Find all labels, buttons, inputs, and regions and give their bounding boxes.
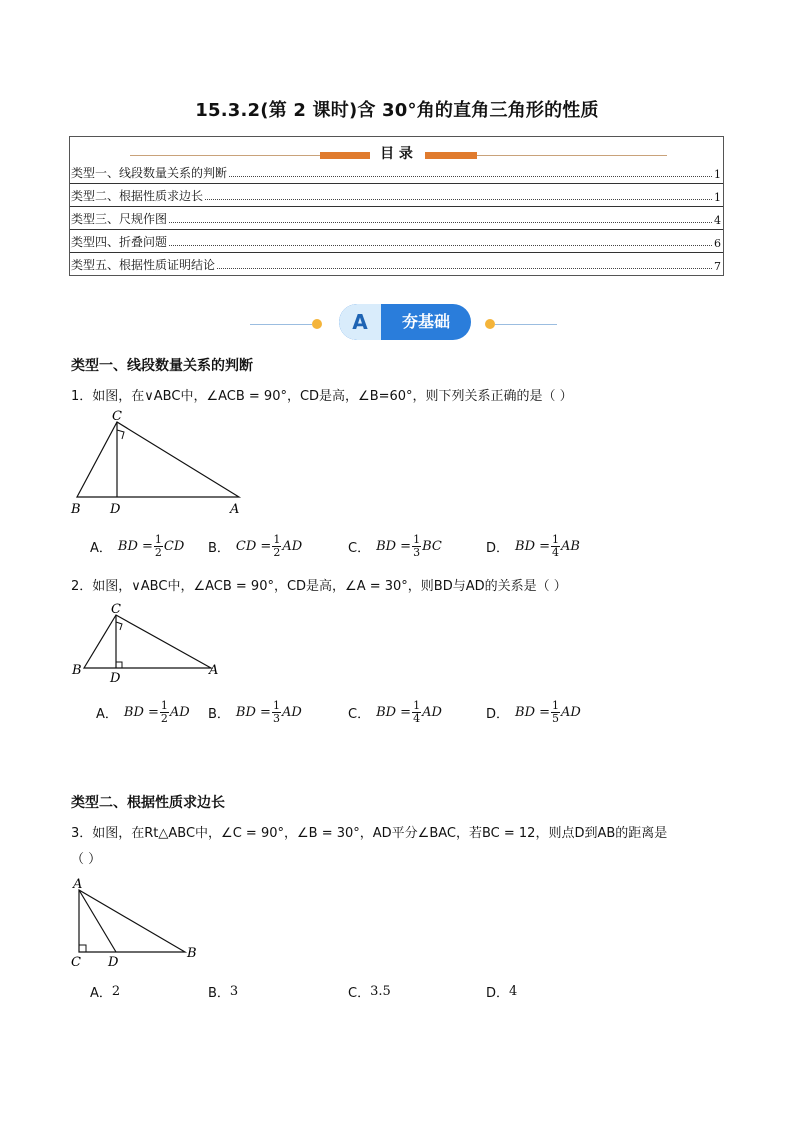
fraction <box>412 534 421 559</box>
question-2-option-c[interactable] <box>348 700 442 725</box>
option-value: 4 <box>509 984 518 999</box>
banner-line-left <box>250 324 312 325</box>
section-heading-1: 类型一、线段数量关系的判断 <box>71 358 253 374</box>
toc-item-label: 类型二、根据性质求边长 <box>71 189 204 203</box>
fraction-denominator: 4 <box>552 546 560 559</box>
toc-item[interactable] <box>71 232 721 250</box>
banner-pill <box>339 304 471 340</box>
fraction-denominator: 2 <box>154 546 162 559</box>
toc-leader-dots <box>169 244 712 246</box>
toc-item-page: 6 <box>714 237 721 250</box>
right-angle-mark-c <box>117 430 124 439</box>
label-b: B <box>71 502 81 517</box>
label-b: B <box>187 946 197 961</box>
option-rhs: CD <box>163 539 185 554</box>
option-rhs: AB <box>561 539 580 554</box>
toc-item-label: 类型四、折叠问题 <box>71 235 168 249</box>
label-c: C <box>112 410 122 424</box>
fraction <box>551 700 560 725</box>
question-1-option-b[interactable] <box>208 534 302 559</box>
question-3-option-a[interactable] <box>90 982 120 1001</box>
toc-header-bar-right <box>425 152 477 159</box>
option-letter: D． <box>486 986 510 1001</box>
question-1-option-d[interactable] <box>486 534 580 559</box>
option-lhs: BD = <box>123 705 159 720</box>
toc-leader-dots <box>205 198 712 200</box>
bisector-ad <box>79 890 116 952</box>
option-lhs: CD = <box>235 539 272 554</box>
question-3-text: 3．如图，在Rt△ABC中，∠C = 90°，∠B = 30°，AD平分∠BAC，若BC = 12，则点D到AB的距离是 <box>71 826 668 841</box>
section-heading-2: 类型二、根据性质求边长 <box>71 795 225 811</box>
question-2-figure <box>68 600 228 688</box>
toc-item-label: 类型一、线段数量关系的判断 <box>71 166 228 180</box>
toc-item[interactable] <box>71 209 721 227</box>
toc-heading: 目 录 <box>380 146 413 162</box>
fraction <box>160 700 169 725</box>
toc-item-page: 7 <box>714 260 721 273</box>
banner-dot-left <box>312 319 322 329</box>
triangle-abc <box>79 890 185 952</box>
option-lhs: BD = <box>515 705 551 720</box>
option-lhs: BD = <box>117 539 153 554</box>
option-letter: A． <box>90 986 112 1001</box>
page-title: 15.3.2(第 2 课时)含 30°角的直角三角形的性质 <box>195 100 599 121</box>
fraction-numerator: 1 <box>552 699 560 712</box>
option-letter: B． <box>208 986 230 1001</box>
fraction-numerator: 1 <box>413 533 421 546</box>
toc-item[interactable] <box>71 163 721 181</box>
question-1-option-c[interactable] <box>348 534 442 559</box>
toc-header <box>70 143 723 161</box>
fraction-denominator: 3 <box>413 546 421 559</box>
question-3-option-d[interactable] <box>486 982 517 1001</box>
option-lhs: BD = <box>515 539 551 554</box>
section-banner <box>240 304 560 344</box>
question-3-option-b[interactable] <box>208 982 238 1001</box>
banner-dot-right <box>485 319 495 329</box>
fraction <box>272 534 281 559</box>
option-value: 3.5 <box>370 984 391 999</box>
question-3-option-c[interactable] <box>348 982 391 1001</box>
toc-leader-dots <box>169 221 712 223</box>
option-lhs: BD = <box>376 539 412 554</box>
question-2-option-a[interactable] <box>96 700 190 725</box>
fraction-numerator: 1 <box>154 533 162 546</box>
toc-leader-dots <box>229 175 712 177</box>
right-angle-mark-d <box>116 662 122 668</box>
toc-divider <box>70 229 723 230</box>
question-1-text: 1．如图，在∨ABC中，∠ACB = 90°，CD是高，∠B=60°，则下列关系正确的是（ ） <box>71 389 573 404</box>
fraction-denominator: 4 <box>413 712 421 725</box>
question-2-text: 2．如图，∨ABC中，∠ACB = 90°，CD是高，∠A = 30°，则BD与AD的关系是（ ） <box>71 579 567 594</box>
fraction-denominator: 2 <box>273 546 281 559</box>
banner-letter: A <box>339 304 381 340</box>
right-angle-mark-c <box>116 622 122 630</box>
label-a: A <box>209 663 219 678</box>
fraction <box>272 700 281 725</box>
fraction-numerator: 1 <box>413 699 421 712</box>
option-letter: B． <box>208 541 230 556</box>
right-angle-mark-c <box>79 945 86 952</box>
option-rhs: AD <box>281 705 302 720</box>
option-letter: D． <box>486 707 510 722</box>
fraction <box>412 700 421 725</box>
fraction-denominator: 3 <box>272 712 280 725</box>
fraction <box>551 534 560 559</box>
option-rhs: BC <box>422 539 442 554</box>
option-rhs: AD <box>169 705 190 720</box>
toc-item-label: 类型三、尺规作图 <box>71 212 168 226</box>
toc-item-page: 1 <box>714 168 721 181</box>
option-value: 3 <box>229 984 239 999</box>
option-rhs: AD <box>282 539 303 554</box>
option-letter: C． <box>348 986 371 1001</box>
option-rhs: AD <box>422 705 442 720</box>
question-1-figure <box>68 410 248 520</box>
label-b: B <box>72 663 82 678</box>
option-value: 2 <box>111 984 121 999</box>
label-c: C <box>71 955 81 970</box>
option-lhs: BD = <box>235 705 271 720</box>
label-d: D <box>108 955 119 970</box>
toc-divider <box>70 206 723 207</box>
toc-divider <box>70 183 723 184</box>
table-of-contents <box>69 136 724 276</box>
toc-leader-dots <box>217 267 712 269</box>
triangle-abc <box>84 615 211 668</box>
fraction <box>154 534 163 559</box>
toc-item[interactable] <box>71 255 721 273</box>
toc-item[interactable] <box>71 186 721 204</box>
fraction-numerator: 1 <box>273 533 281 546</box>
option-letter: D． <box>486 541 510 556</box>
question-3-text-continued: （ ） <box>71 852 102 867</box>
question-1-option-a[interactable] <box>90 534 184 559</box>
toc-divider <box>70 252 723 253</box>
option-letter: C． <box>348 707 371 722</box>
question-2-option-d[interactable] <box>486 700 581 725</box>
option-letter: A． <box>96 707 118 722</box>
banner-text: 夯基础 <box>401 312 450 331</box>
toc-header-line-right <box>477 155 667 156</box>
question-3-figure <box>68 874 208 970</box>
toc-item-page: 1 <box>714 191 721 204</box>
toc-item-label: 类型五、根据性质证明结论 <box>71 258 216 272</box>
fraction-numerator: 1 <box>160 699 168 712</box>
option-rhs: AD <box>561 705 581 720</box>
fraction-denominator: 2 <box>160 712 168 725</box>
fraction-numerator: 1 <box>272 699 280 712</box>
option-letter: C． <box>348 541 371 556</box>
triangle-abc <box>77 422 239 497</box>
question-2-option-b[interactable] <box>208 700 302 725</box>
option-lhs: BD = <box>376 705 412 720</box>
label-c: C <box>111 602 121 617</box>
fraction-denominator: 5 <box>552 712 560 725</box>
banner-line-right <box>495 324 557 325</box>
label-d: D <box>110 671 121 686</box>
toc-item-page: 4 <box>714 214 721 227</box>
label-a: A <box>230 502 240 517</box>
option-letter: B． <box>208 707 230 722</box>
label-a: A <box>73 877 83 892</box>
label-d: D <box>110 502 121 517</box>
fraction-numerator: 1 <box>552 533 560 546</box>
option-letter: A． <box>90 541 112 556</box>
